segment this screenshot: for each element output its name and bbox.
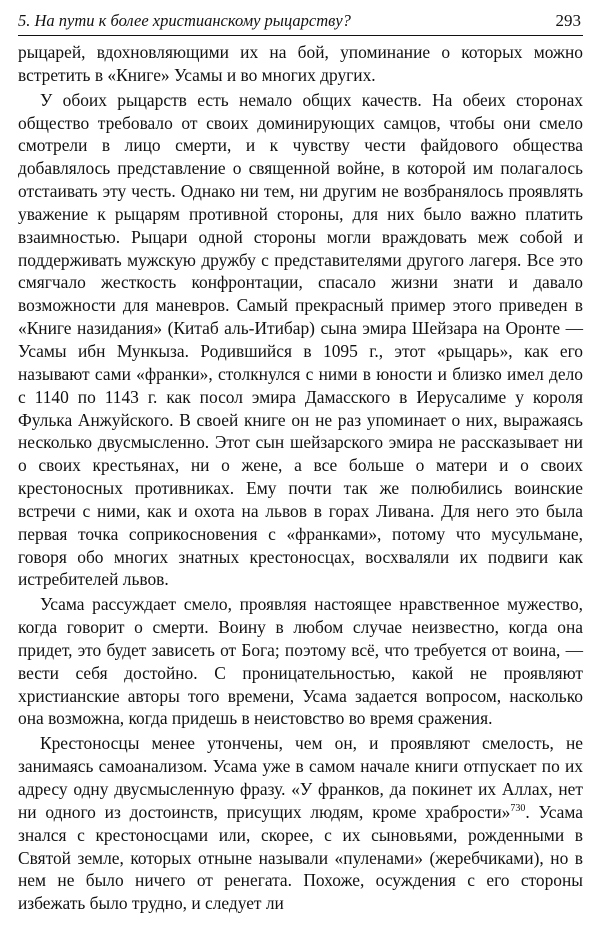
running-header xyxy=(18,10,583,36)
paragraph-4-end: . Усама знался с крестоносцами или, скорее, с их сыновьями, рожденными в Святой земле, которых отныне называли «пуленами» (жеребчиками), но в нем не было ничего от ренегата. Похоже, осуждения с его стороны избежать было трудно, и следует ли xyxy=(18,801,583,914)
chapter-title: 5. На пути к более христианскому рыцарству? xyxy=(18,11,351,30)
paragraph-3: Усама рассуждает смело, проявляя настоящее нравственное мужество, когда говорит о смерти. Воину в любом случае неизвестно, когда она придет, это будет зависеть от Бога; поэтому всё, что требуется от воина, — вести себя достойно. С проницательностью, какой не проявляют христианские авторы того времени, Усама задается вопросом, насколько она возможна, когда придешь в неистовство во время сражения. xyxy=(18,594,583,729)
page-number: 293 xyxy=(555,11,581,30)
paragraph-4-start: Крестоносцы менее утончены, чем он, и проявляют смелость, не занимаясь самоанализом. Усама уже в самом начале книги отпускает по их адресу одну двусмысленную фразу. «У франков, да покинет их Аллах, нет ни одного из достоинств, присущих людям, кроме храбрости» xyxy=(18,733,583,822)
main-text xyxy=(18,41,583,915)
paragraph-2: У обоих рыцарств есть немало общих качеств. На обеих сторонах общество требовало от своих доминирующих самцов, чтобы они смело смотрели в лицо смерти, и к чувству чести файдового общества добавлялось представление о священной войне, в которой им полагалось отстаивать эту честь. Однако ни тем, ни другим не возбранялось проявлять уважение к рыцарям противной стороны, для них было важно платить взаимностью. Рыцари одной стороны могли враждовать меж собой и поддерживать мужскую дружбу с представителями другого лагеря. Все это смягчало жесткость конфронтации, спасало жизни знати и давало возможности для маневров. Самый прекрасный пример этого приведен в «Книге назидания» (Китаб аль-Итибар) сына эмира Шейзара на Оронте — Усамы ибн Мункыза. Родившийся в 1095 г., этот «рыцарь», как его называют сами «франки», столкнулся с ними в юности и близко имел дело с 1140 по 1143 г. как посол эмира Дамасского в Иерусалиме у короля Фулька Анжуйского. В своей книге он не раз упоминает о них, выражаясь несколько двусмысленно. Этот сын шейзарского эмира не рассказывает ни о своих крестьянах, ни о жене, а все больше о матери и о своих крестоносных противниках. Ему почти так же полюбились воинские встречи с ними, как и охота на львов в горах Ливана. Для него это была первая точка соприкосновения с «франками», потому что мусульмане, говоря обо многих знатных крестоносцах, восхваляли их подвиги как истребителей львов. xyxy=(18,89,583,590)
paragraph-4 xyxy=(18,732,583,915)
book-page xyxy=(18,10,583,917)
footnote-ref-730[interactable]: 730 xyxy=(510,803,526,815)
paragraph-1: рыцарей, вдохновляющими их на бой, упоминание о которых можно встретить в «Книге» Усамы и во многих других. xyxy=(18,42,583,85)
